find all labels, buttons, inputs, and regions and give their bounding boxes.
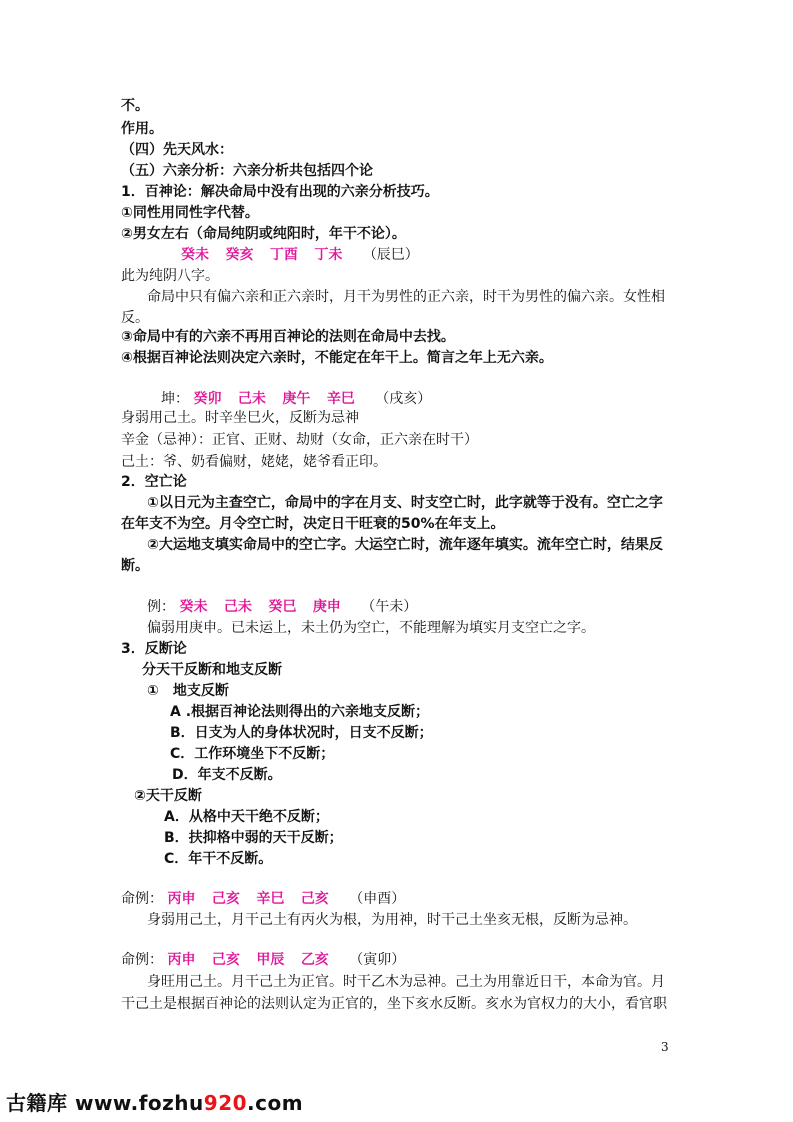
text-line: 分天干反断和地支反断 (142, 662, 282, 678)
section-heading: （四）先天风水： (121, 142, 233, 158)
rule-item: ④根据百神论法则决定六亲时，不能定在年干上。简言之年上无六亲。 (121, 350, 553, 366)
chart-prefix: 例： (147, 599, 175, 615)
watermark-url-c: .com (247, 1091, 304, 1115)
pillar: 己亥 (300, 891, 329, 907)
pillar: 乙亥 (300, 952, 329, 968)
pillar: 己亥 (211, 952, 240, 968)
pillar: 癸未 (179, 599, 208, 615)
bazi-chart-1 (181, 245, 419, 265)
pillar: 癸巳 (268, 599, 297, 615)
site-watermark (6, 1087, 303, 1116)
pillar: 辛巳 (326, 391, 355, 407)
pillar: 丙申 (167, 891, 196, 907)
kongwang: （午未） (361, 599, 418, 615)
list-item: A．从格中天干绝不反断； (164, 809, 329, 825)
text-line: 偏弱用庚申。已未运上，未土仍为空亡，不能理解为填实月支空亡之字。 (147, 620, 595, 636)
pillar: 丁未 (314, 247, 343, 263)
text-line: 此为纯阴八字。 (121, 268, 219, 284)
bazi-chart-4 (121, 889, 405, 909)
text-line: 身弱用己土，月干己土有丙火为根，为用神，时干己土坐亥无根，反断为忌神。 (147, 912, 637, 928)
text-line: 身弱用己土。时辛坐巳火，反断为忌神 (121, 410, 359, 426)
chart-prefix: 坤： (161, 391, 189, 407)
bazi-chart-5 (121, 950, 405, 970)
bazi-chart-2 (161, 389, 431, 409)
watermark-url-a: www.fozhu (74, 1091, 204, 1115)
kongwang: （申酉） (349, 891, 406, 907)
paragraph-line: 反。 (121, 310, 149, 326)
pillar: 癸未 (181, 247, 209, 263)
pillar: 癸卯 (193, 391, 222, 407)
kongwang: （寅卯） (349, 952, 406, 968)
paragraph-line: 断。 (121, 558, 149, 574)
pillar: 丙申 (167, 952, 196, 968)
watermark-brand: 古籍库 (6, 1091, 68, 1115)
pillar: 丁酉 (269, 247, 298, 263)
pillar: 甲辰 (256, 952, 285, 968)
subsection-heading: 1．百神论：解决命局中没有出现的六亲分析技巧。 (121, 184, 439, 200)
text-line: 作用。 (121, 121, 163, 137)
paragraph-line: ②大运地支填实命局中的空亡字。大运空亡时，流年逐年填实。流年空亡时，结果反 (147, 537, 663, 553)
page-number: 3 (661, 1040, 669, 1054)
paragraph-line: 干己土是根据百神论的法则认定为正官的，坐下亥水反断。亥水为官权力的大小，看官职 (121, 996, 667, 1012)
paragraph-line: 身旺用己土。月干己土为正官。时干乙木为忌神。己土为用靠近日干，本命为官。月 (147, 974, 665, 990)
section-heading: （五）六亲分析：六亲分析共包括四个论 (121, 163, 373, 179)
rule-item: ③命局中有的六亲不再用百神论的法则在命局中去找。 (121, 329, 455, 345)
text-line: 辛金（忌神）：正官、正财、劫财（女命，正六亲在时干） (121, 432, 478, 448)
list-item: A .根据百神论法则得出的六亲地支反断； (170, 704, 430, 720)
list-heading: ②天干反断 (134, 788, 202, 804)
kongwang: （戌亥） (375, 391, 432, 407)
list-heading: ① 地支反断 (147, 683, 229, 699)
subsection-heading: 3．反断论 (121, 641, 187, 657)
pillar: 己亥 (211, 891, 240, 907)
paragraph-line: 命局中只有偏六亲和正六亲时，月干为男性的正六亲，时干为男性的偏六亲。女性相 (147, 289, 665, 305)
pillar: 己未 (237, 391, 266, 407)
chart-prefix: 命例： (121, 891, 163, 907)
list-item: C．工作环境坐下不反断； (170, 746, 335, 762)
rule-item: ①同性用同性字代替。 (121, 205, 259, 221)
pillar: 己未 (223, 599, 252, 615)
paragraph-line: 在年支不为空。月令空亡时，决定日干旺衰的50%在年支上。 (121, 516, 505, 532)
list-item: D．年支不反断。 (172, 767, 282, 783)
list-item: B．扶抑格中弱的天干反断； (164, 830, 343, 846)
kongwang: （辰巳） (362, 247, 419, 263)
text-line: 己土：爷、奶看偏财，姥姥，姥爷看正印。 (121, 454, 387, 470)
text-line: 不。 (121, 98, 149, 114)
pillar: 癸亥 (225, 247, 254, 263)
pillar: 庚午 (282, 391, 311, 407)
list-item: C．年干不反断。 (164, 851, 273, 867)
paragraph-line: ①以日元为主查空亡，命局中的字在月支、时支空亡时，此字就等于没有。空亡之字 (147, 495, 663, 511)
pillar: 辛巳 (256, 891, 285, 907)
bazi-chart-3 (147, 597, 417, 617)
subsection-heading: 2．空亡论 (121, 474, 187, 490)
watermark-url-b: 920 (203, 1091, 248, 1115)
list-item: B．日支为人的身体状况时，日支不反断； (170, 725, 433, 741)
pillar: 庚申 (312, 599, 341, 615)
rule-item: ②男女左右（命局纯阴或纯阳时，年干不论）。 (121, 226, 406, 242)
chart-prefix: 命例： (121, 952, 163, 968)
